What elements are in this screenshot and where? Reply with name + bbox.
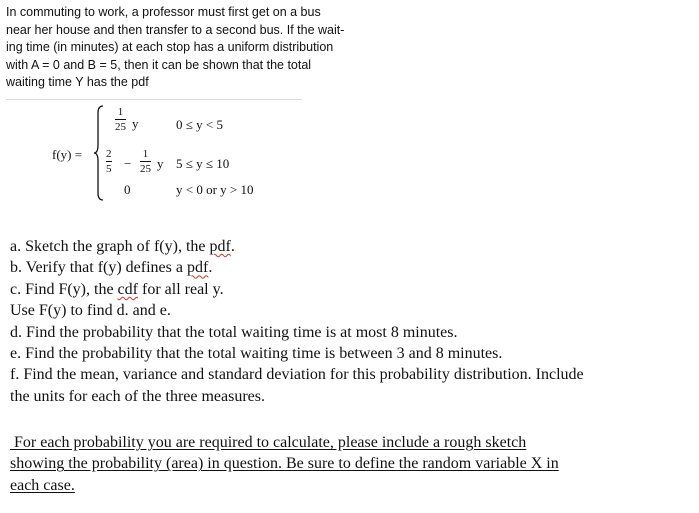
case2-numerator: 1 bbox=[142, 148, 149, 160]
intro-line-1: In commuting to work, a professor must first get on a bus bbox=[6, 5, 321, 19]
fraction-bar bbox=[115, 119, 126, 120]
question-a: a. Sketch the graph of f(y), the pdf. bbox=[10, 238, 235, 255]
intro-line-4: with A = 0 and B = 5, then it can be shown that the total bbox=[6, 57, 312, 72]
question-f-line-1: f. Find the mean, variance and standard deviation for this probability distribution. Include bbox=[10, 366, 584, 384]
case2-denominator: 25 bbox=[140, 163, 151, 175]
case1-denominator: 25 bbox=[115, 121, 126, 133]
spelling-flag: pdf bbox=[186, 259, 209, 277]
intro-line-5: waiting time Y has the pdf bbox=[6, 75, 149, 89]
fraction-bar bbox=[140, 161, 151, 162]
note-line-1: For each probability you are required to calculate, please include a rough sketch bbox=[10, 434, 527, 451]
pdf-equation bbox=[0, 100, 360, 205]
problem-intro bbox=[6, 4, 346, 92]
case1-condition: 0 ≤ y < 5 bbox=[176, 117, 223, 132]
case2-minus: − bbox=[124, 156, 132, 171]
case1-variable: y bbox=[132, 116, 139, 131]
case2-const-numerator: 2 bbox=[106, 148, 112, 160]
question-f-line-2: the units for each of the three measures. bbox=[10, 387, 266, 405]
case3-condition: y < 0 or y > 10 bbox=[176, 182, 254, 197]
question-d: d. Find the probability that the total waiting time is at most 8 minutes. bbox=[10, 323, 458, 341]
question-list bbox=[10, 236, 698, 407]
pdf-lhs: f(y) = bbox=[52, 147, 83, 162]
fraction-bar bbox=[106, 161, 112, 162]
question-c: c. Find F(y), the cdf for all real y. bbox=[10, 280, 224, 298]
case2-variable: y bbox=[157, 156, 164, 171]
note-line-2: showing the probability (area) in question. Be sure to define the random variable X in bbox=[10, 455, 559, 473]
use-instruction: Use F(y) to find d. and e. bbox=[10, 302, 171, 320]
intro-line-3: ing time (in minutes) at each stop has a uniform distribution bbox=[6, 40, 334, 54]
question-e: e. Find the probability that the total waiting time is between 3 and 8 minutes. bbox=[10, 345, 503, 363]
case2-const-denominator: 5 bbox=[106, 163, 112, 175]
intro-line-2: near her house and then transfer to a second bus. If the wait- bbox=[6, 22, 345, 37]
note-line-3: each case. bbox=[10, 476, 75, 494]
case3-value: 0 bbox=[124, 182, 131, 197]
spelling-flag: cdf bbox=[117, 280, 138, 298]
case2-constant bbox=[106, 148, 112, 175]
case2-coefficient bbox=[140, 148, 151, 175]
left-brace-icon bbox=[94, 105, 104, 201]
case1-numerator: 1 bbox=[117, 106, 124, 118]
case1-coefficient bbox=[115, 106, 126, 133]
question-b: b. Verify that f(y) defines a pdf. bbox=[10, 259, 213, 277]
sketch-instruction bbox=[10, 432, 698, 496]
case2-condition: 5 ≤ y ≤ 10 bbox=[176, 156, 230, 171]
spelling-flag: pdf bbox=[209, 238, 231, 255]
